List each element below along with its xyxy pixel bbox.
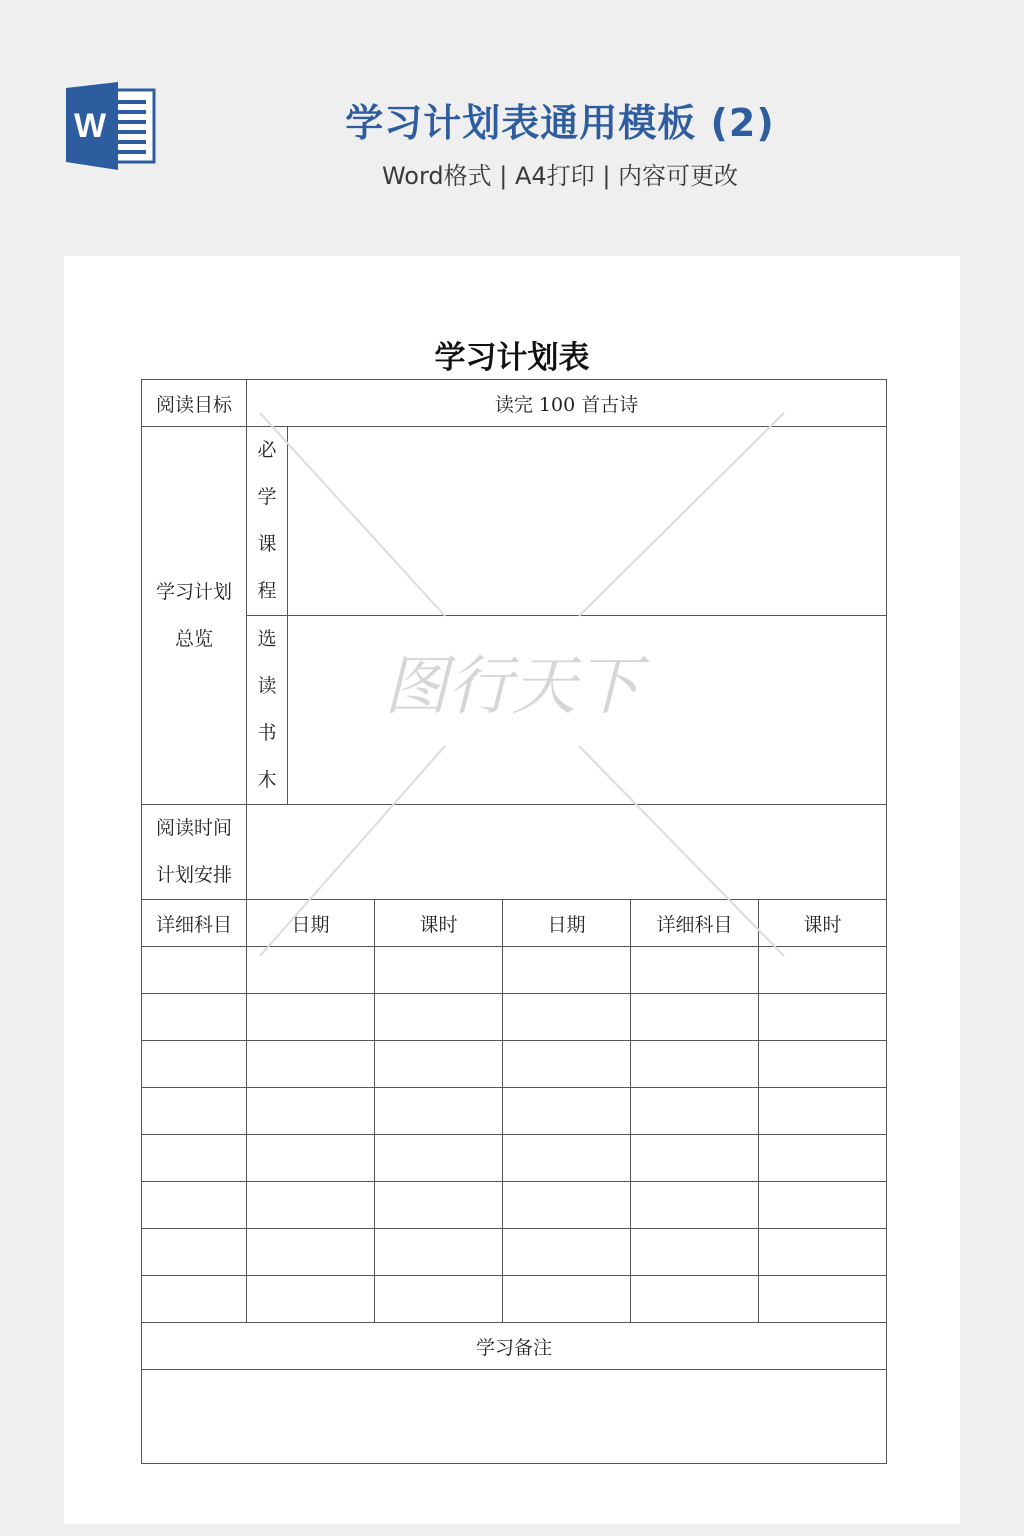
notes-label: 学习备注 [142,1323,887,1370]
column-header: 课时 [759,900,887,947]
schedule-row [142,1182,887,1229]
schedule-cell[interactable] [631,1041,759,1088]
svg-text:W: W [73,107,107,145]
schedule-cell[interactable] [142,947,247,994]
optional-reading-cell[interactable] [288,616,887,805]
study-plan-table [141,379,887,1464]
schedule-cell[interactable] [375,1182,503,1229]
schedule-cell[interactable] [503,1182,631,1229]
schedule-cell[interactable] [759,1182,887,1229]
schedule-cell[interactable] [142,1135,247,1182]
schedule-cell[interactable] [631,1182,759,1229]
schedule-cell[interactable] [759,1229,887,1276]
schedule-cell[interactable] [759,947,887,994]
reading-goal-row [142,380,887,427]
template-subtitle: Word格式 | A4打印 | 内容可更改 [381,162,739,190]
schedule-cell[interactable] [631,947,759,994]
schedule-cell[interactable] [631,1135,759,1182]
time-plan-label: 阅读时间 计划安排 [142,805,247,900]
required-courses-row [142,427,887,616]
schedule-row [142,1135,887,1182]
schedule-cell[interactable] [503,947,631,994]
required-courses-cell[interactable] [288,427,887,616]
schedule-cell[interactable] [247,1041,375,1088]
schedule-cell[interactable] [247,947,375,994]
schedule-cell[interactable] [503,1229,631,1276]
word-icon [64,82,156,170]
schedule-cell[interactable] [759,1041,887,1088]
schedule-row [142,1041,887,1088]
schedule-cell[interactable] [142,1088,247,1135]
schedule-cell[interactable] [142,1276,247,1323]
schedule-row [142,1276,887,1323]
schedule-cell[interactable] [759,1135,887,1182]
schedule-cell[interactable] [375,1276,503,1323]
schedule-row [142,947,887,994]
schedule-cell[interactable] [142,1229,247,1276]
reading-goal-value[interactable]: 读完 100 首古诗 [247,380,887,427]
required-courses-label: 必 学 课 程 [247,427,288,616]
schedule-cell[interactable] [631,994,759,1041]
document-page [64,256,960,1524]
columns-header-row [142,900,887,947]
optional-reading-label: 选 读 书 木 [247,616,288,805]
schedule-row [142,1229,887,1276]
svg-text:图行天下: 图行天下 [384,650,640,724]
time-plan-row [142,805,887,900]
document-title: 学习计划表 [434,340,590,376]
schedule-cell[interactable] [503,1135,631,1182]
schedule-cell[interactable] [142,1041,247,1088]
schedule-row [142,994,887,1041]
schedule-cell[interactable] [375,994,503,1041]
schedule-cell[interactable] [503,994,631,1041]
schedule-cell[interactable] [247,1276,375,1323]
column-header: 详细科目 [631,900,759,947]
template-header [0,0,1024,250]
schedule-cell[interactable] [631,1229,759,1276]
overview-label: 学习计划 总览 [142,427,247,805]
optional-reading-row [142,616,887,805]
schedule-cell[interactable] [375,1041,503,1088]
schedule-cell[interactable] [503,1088,631,1135]
column-header: 课时 [375,900,503,947]
column-header: 详细科目 [142,900,247,947]
schedule-row [142,1088,887,1135]
schedule-cell[interactable] [631,1276,759,1323]
notes-cell[interactable] [142,1370,887,1464]
schedule-cell[interactable] [503,1276,631,1323]
schedule-cell[interactable] [247,1088,375,1135]
time-plan-cell[interactable] [247,805,887,900]
schedule-cell[interactable] [759,994,887,1041]
schedule-cell[interactable] [759,1088,887,1135]
schedule-cell[interactable] [142,1182,247,1229]
column-header: 日期 [503,900,631,947]
schedule-cell[interactable] [375,947,503,994]
schedule-cell[interactable] [247,994,375,1041]
schedule-cell[interactable] [375,1229,503,1276]
schedule-cell[interactable] [759,1276,887,1323]
schedule-cell[interactable] [375,1135,503,1182]
template-title: 学习计划表通用模板 (2) [345,101,775,145]
schedule-cell[interactable] [503,1041,631,1088]
schedule-cell[interactable] [247,1135,375,1182]
schedule-rows [142,947,887,1323]
schedule-cell[interactable] [631,1088,759,1135]
notes-header-row [142,1323,887,1370]
schedule-cell[interactable] [142,994,247,1041]
schedule-cell[interactable] [247,1182,375,1229]
schedule-cell[interactable] [247,1229,375,1276]
schedule-cell[interactable] [375,1088,503,1135]
notes-row [142,1370,887,1464]
column-header: 日期 [247,900,375,947]
reading-goal-label: 阅读目标 [142,380,247,427]
